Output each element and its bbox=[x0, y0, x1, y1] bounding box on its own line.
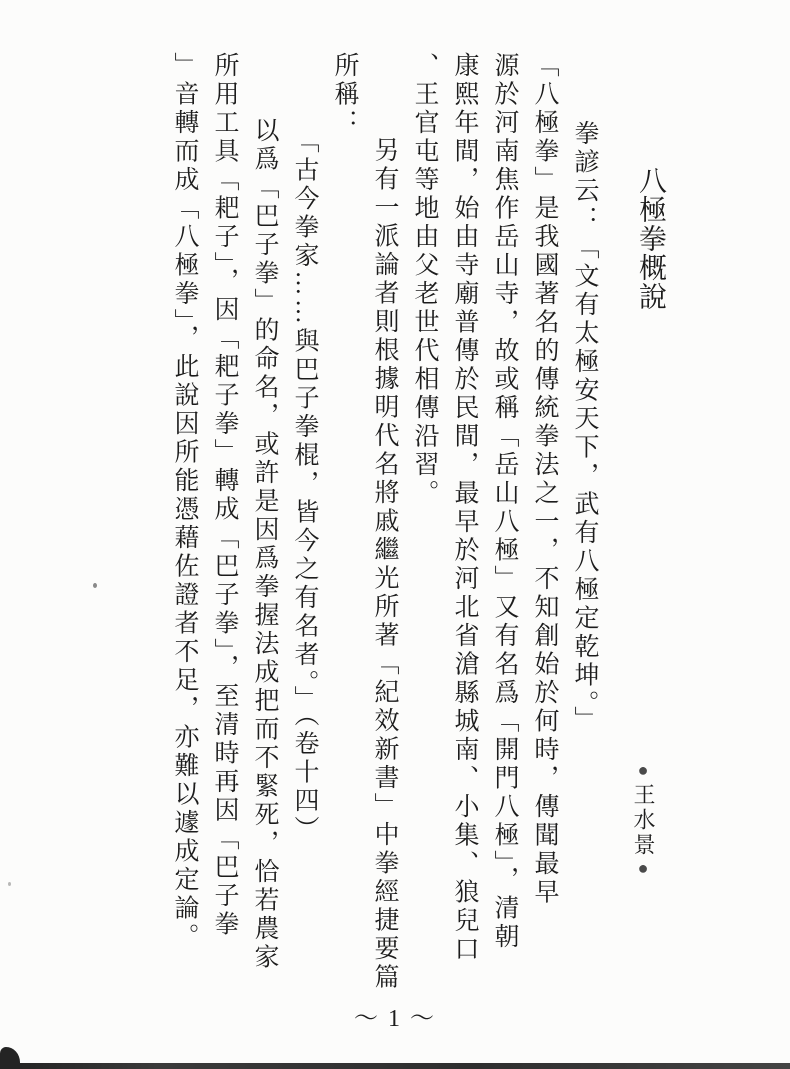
text-column: 所用工具「耙子」，因「耙子拳」轉成「巴子拳」，至清時再因「巴子拳 bbox=[211, 52, 238, 939]
scan-speck bbox=[8, 882, 11, 886]
text-column: 」音轉而成「八極拳」，此說因所能憑藉佐證者不足，亦難以遽成定論。 bbox=[171, 52, 198, 952]
text-column: 以爲「巴子拳」的命名，或許是因爲拳握法成把而不緊死，恰若農家 bbox=[251, 117, 278, 972]
scan-artifact-corner-blob bbox=[0, 1047, 20, 1069]
author-top-dot-icon: ● bbox=[633, 760, 653, 783]
scan-artifact-bottom-edge bbox=[0, 1063, 790, 1069]
text-column: 「古今拳家……與巴子拳棍，皆今之有名者。」（卷十四） bbox=[291, 128, 318, 844]
text-column: 拳諺云：「文有太極安天下，武有八極定乾坤。」 bbox=[571, 120, 598, 735]
author-name: 王水景 bbox=[631, 783, 656, 858]
text-column: 所稱： bbox=[331, 52, 358, 138]
page-number: ～ 1 ～ bbox=[354, 1006, 436, 1032]
author-byline bbox=[628, 760, 659, 881]
text-column: 另有一派論者則根據明代名將戚繼光所著「紀效新書」中拳經捷要篇 bbox=[371, 137, 398, 992]
page-title: 八極拳概說 bbox=[635, 166, 666, 311]
body-text bbox=[158, 52, 604, 1000]
text-column: 康熙年間，始由寺廟普傳於民間，最早於河北省滄縣城南、小集、狼兒口 bbox=[451, 52, 478, 964]
text-column: 「八極拳」是我國著名的傳統拳法之一，不知創始於何時，傳聞最早 bbox=[531, 52, 558, 907]
text-column: 、王官屯等地由父老世代相傳沿習。 bbox=[411, 52, 438, 508]
text-column: 源於河南焦作岳山寺，故或稱「岳山八極」又有名爲「開門八極」，清朝 bbox=[491, 52, 518, 952]
author-bottom-dot-icon: ● bbox=[633, 858, 653, 881]
scan-speck bbox=[93, 583, 97, 588]
